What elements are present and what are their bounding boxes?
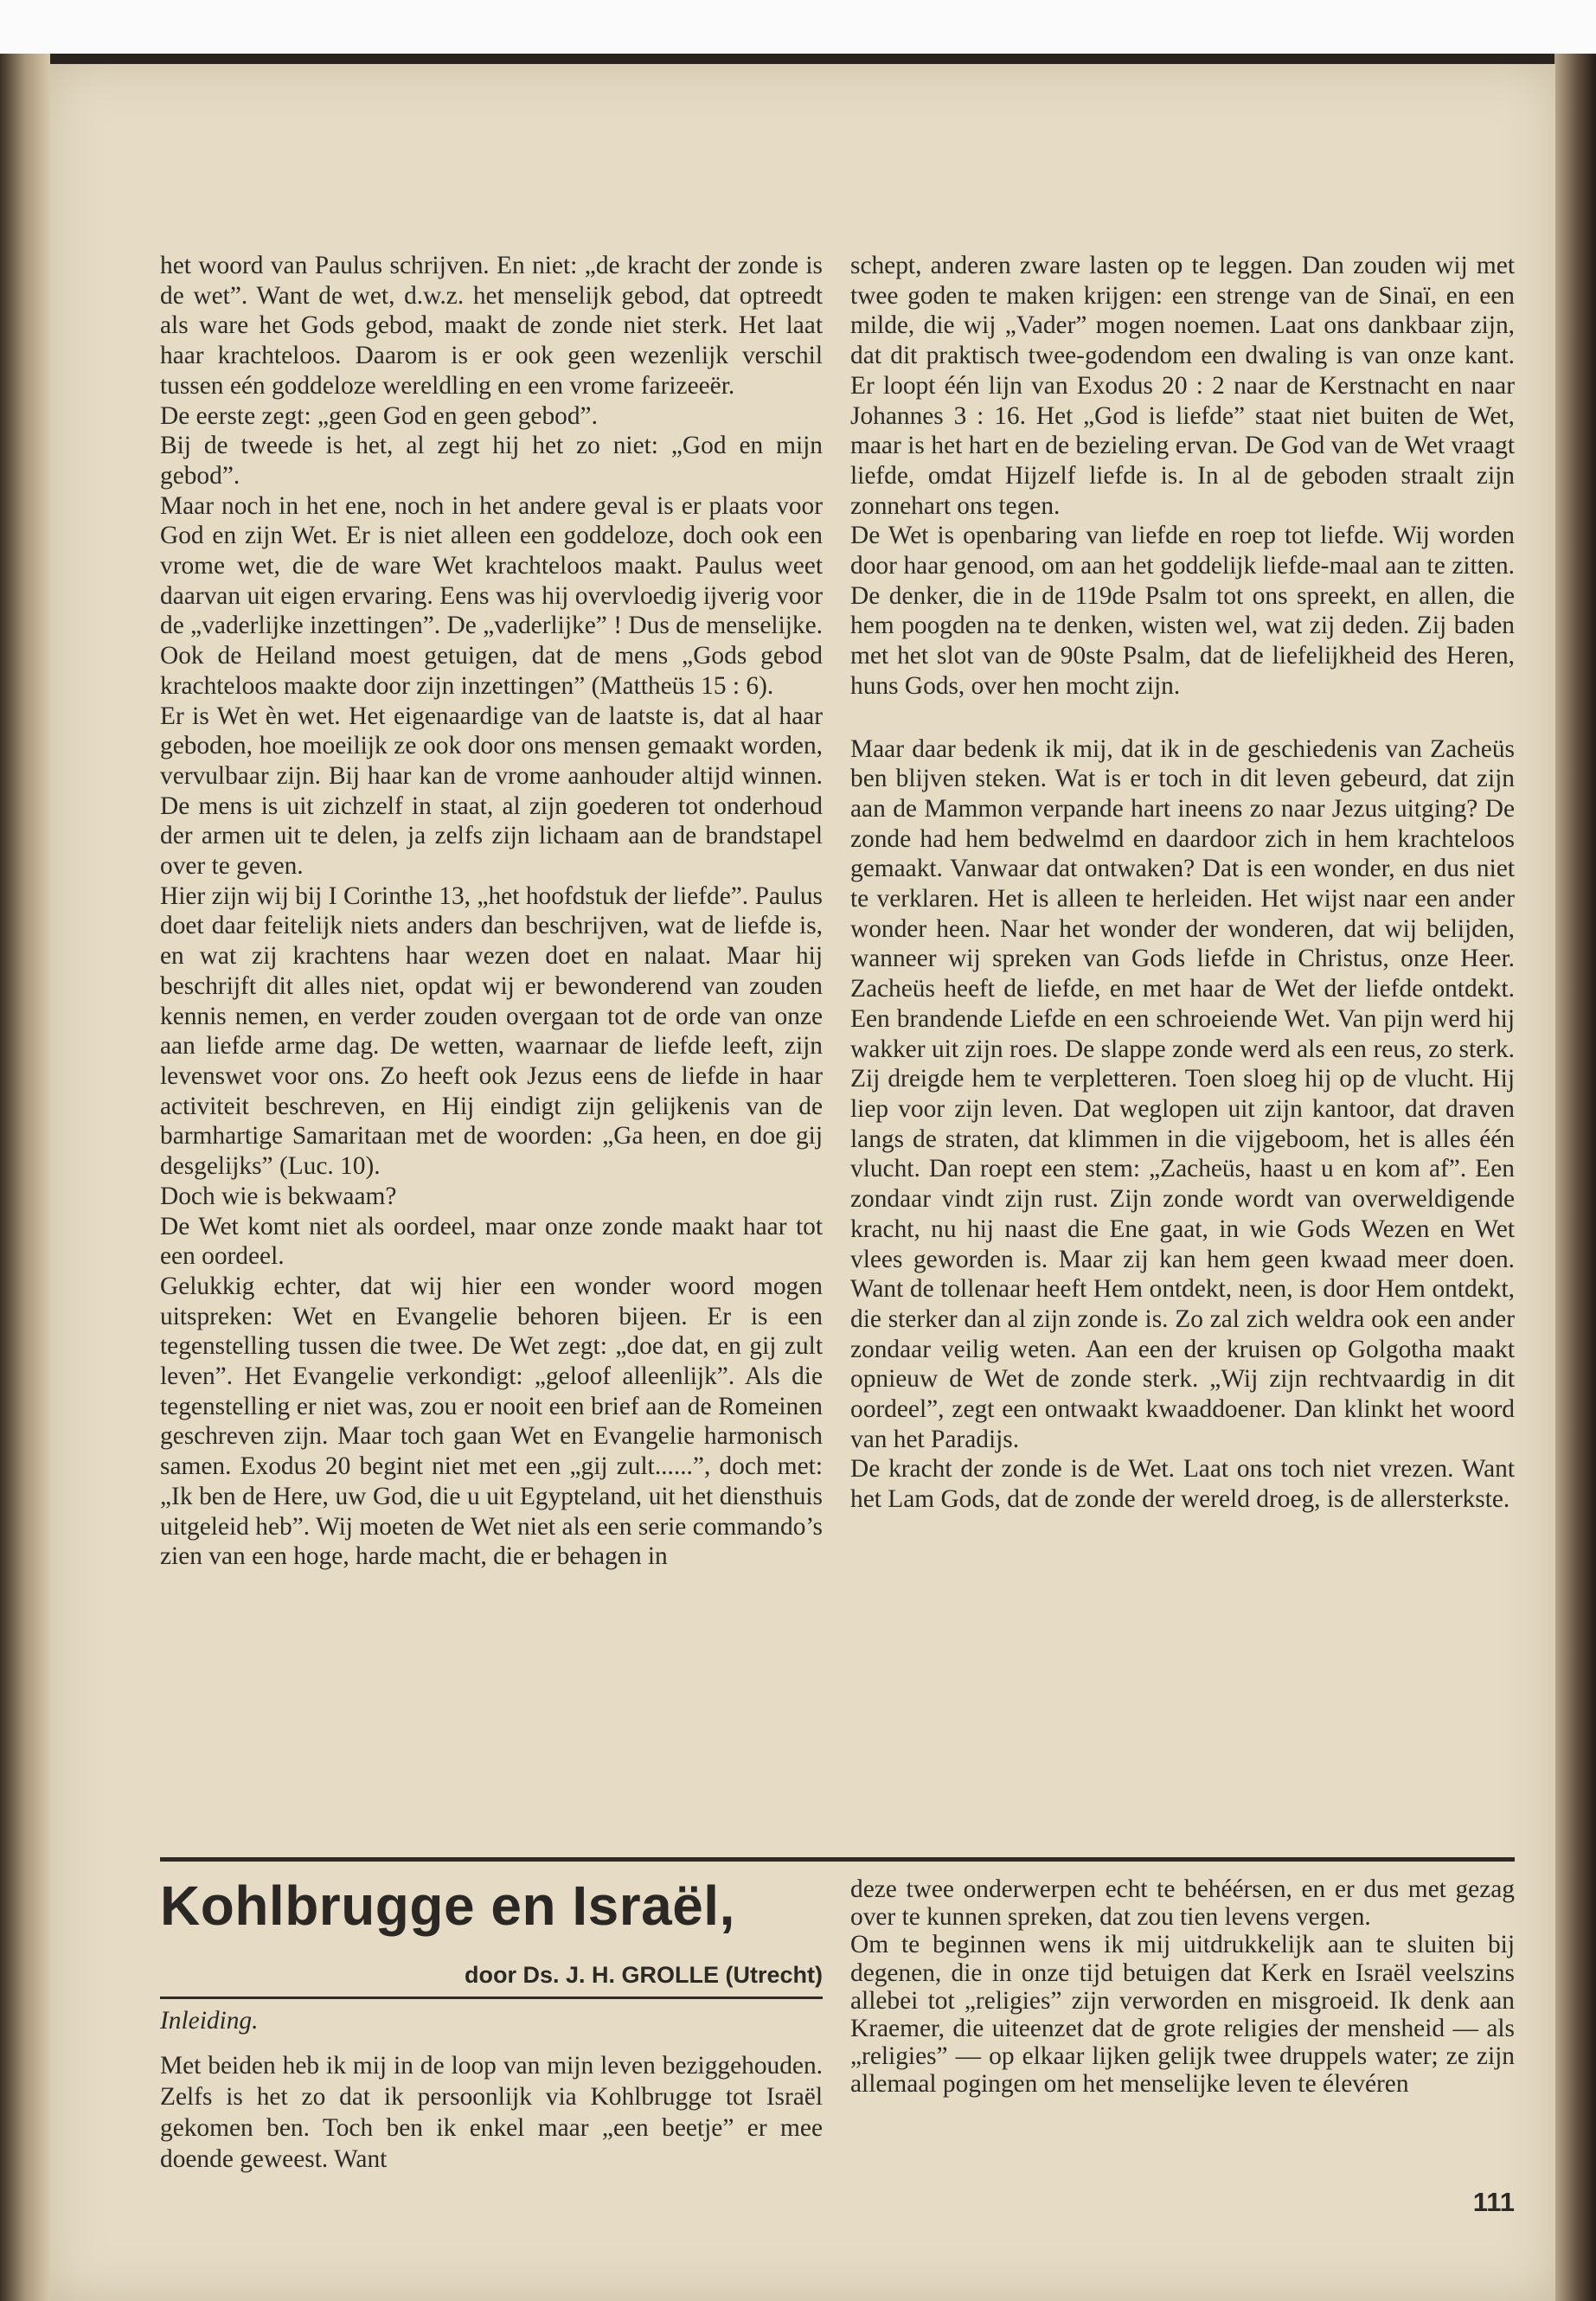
article-title: Kohlbrugge en Israël, — [160, 1875, 735, 1937]
paragraph: De kracht der zonde is de Wet. Laat ons toch niet vrezen. Want het Lam Gods, dat de zonde der wereld droeg, is de allersterkste. — [850, 1455, 1515, 1514]
paragraph: De Wet is openbaring van liefde en roep tot liefde. Wij worden door haar genood, om aan het goddelijk liefde-maal aan te zitten. De denker, die in de 119de Psalm tot ons spreekt, en allen, die hem poogden na te denken, wisten wel, wat zij deden. Zij baden met het slot van de 90ste Psalm, dat de liefelijkheid des Heren, huns Gods, over hen mocht zijn. — [850, 522, 1515, 700]
paragraph: Gelukkig echter, dat wij hier een wonder woord mogen uitspreken: Wet en Evangelie behoren bijeen. Er is een tegenstelling tussen die twee. De Wet zegt: „doe dat, en gij zult leven”. Het Evangelie verkondigt: „geloof alleenlijk”. Als die tegenstelling er niet was, zou er nooit een brief aan de Romeinen geschreven zijn. Maar toch gaan Wet en Evangelie harmonisch samen. Exodus 20 begint niet met een „gij zult......”, doch met: „Ik ben de Here, uw God, die u uit Egypteland, uit het diensthuis uitgeleid heb”. Wij moeten de Wet niet als een serie commando’s zien van een hoge, harde macht, die er behagen in — [160, 1272, 823, 1571]
paragraph: deze twee onderwerpen echt te behéérsen, en er dus met gezag over te kunnen spreken, dat zou tien levens vergen. — [850, 1875, 1515, 1932]
paragraph: Maar daar bedenk ik mij, dat ik in de geschiedenis van Zacheüs ben blijven steken. Wat is er toch in dit leven gebeurd, dat zijn aan de Mammon verpande hart ineens zo naar Jezus uitging? De zonde had hem bedwelmd en daardoor zich in hem krachteloos gemaakt. Vanwaar dat ontwaken? Dat is een wonder, en dus niet te verklaren. Het is alleen te herleiden. Het wijst naar een ander wonder heen. Naar het wonder der wonderen, dat wij belijden, wanneer wij spreken van Gods liefde in Christus, onze Heer. Zacheüs heeft de liefde, en met haar de Wet der liefde ontdekt. Een brandende Liefde en een schroeiende Wet. Van pijn werd hij wakker uit zijn roes. De slappe zonde werd als een reus, zo sterk. Zij dreigde hem te verpletteren. Toen sloeg hij op de vlucht. Hij liep voor zijn leven. Dat weglopen uit zijn kantoor, dat draven langs de straten, dat klimmen in die vijgeboom, het is alles één vlucht. Dan roept een stem: „Zacheüs, haast u en kom af”. Een zondaar vindt zijn rust. Zijn zonde wordt van overweldigende kracht, nu hij naast die Ene gaat, in wie Gods Wezen en Wet vlees geworden is. Maar zij kan hem geen kwaad meer doen. Want de tollenaar heeft Hem ontdekt, neen, is door Hem ontdekt, die sterker dan al zijn zonde is. Zo zal zich weldra ook een ander zondaar veilig weten. Aan een der kruisen op Golgotha maakt opnieuw de Wet de zonde sterk. „Wij zijn rechtvaardig in dit oordeel”, zegt een ontwaakt kwaaddoener. Dan klinkt het woord van het Paradijs. — [850, 734, 1515, 1453]
paragraph: het woord van Paulus schrijven. En niet: „de kracht der zonde is de wet”. Want de wet, d.w.z. het menselijk gebod, dat optreedt als ware het Gods gebod, maakt de zonde niet sterk. Het laat haar krachteloos. Daarom is er ook geen wezenlijk verschil tussen eén goddeloze wereldling en een vrome farizeeër. — [160, 252, 823, 400]
intro-paragraph: Met beiden heb ik mij in de loop van mijn leven beziggehouden. Zelfs is het zo dat ik persoonlijk via Kohlbrugge tot Israël gekomen ben. Toch ben ik enkel maar „een beetje” er mee doende geweest. Want — [160, 2052, 823, 2173]
paragraph: Er is Wet èn wet. Het eigenaardige van de laatste is, dat al haar geboden, hoe moeilijk ze ook door ons mensen gemaakt worden, vervulbaar zijn. Bij haar kan de vrome aanhouder altijd winnen. De mens is uit zichzelf in staat, al zijn goederen tot onderhoud der armen uit te delen, ja zelfs zijn lichaam aan de brandstapel over te geven. — [160, 702, 823, 881]
paragraph: De Wet komt niet als oordeel, maar onze zonde maakt haar tot een oordeel. — [160, 1212, 823, 1271]
section-heading: Inleiding. — [160, 2007, 259, 2035]
paragraph: Doch wie is bekwaam? — [160, 1182, 397, 1210]
article-right-column — [850, 1875, 1515, 2099]
binding-edge-right — [1554, 54, 1596, 2301]
section-gap — [850, 702, 1515, 734]
paragraph: schept, anderen zware lasten op te leggen. Dan zouden wij met twee goden te maken krijgen: een strenge van de Sinaï, en een milde, die wij „Vader” mogen noemen. Laat ons dankbaar zijn, dat dit praktisch twee-godendom een dwaling is van onze kant. Er loopt één lijn van Exodus 20 : 2 naar de Kerstnacht en naar Johannes 3 : 16. Het „God is liefde” staat niet buiten de Wet, maar is het hart en de bezieling ervan. De God van de Wet vraagt liefde, omdat Hijzelf liefde is. In al de geboden straalt zijn zonnehart ons tegen. — [850, 252, 1515, 520]
page-number: 111 — [1472, 2187, 1515, 2217]
paragraph: Maar noch in het ene, noch in het andere geval is er plaats voor God en zijn Wet. Er is niet alleen een goddeloze, doch ook een vrome wet, die de ware Wet krachteloos maakt. Paulus weet daarvan uit eigen ervaring. Eens was hij overvloedig ijverig voor de „vaderlijke inzettingen”. De „vaderlijke” ! Dus de menselijke. Ook de Heiland moest getuigen, dat de mens „Gods gebod krachteloos maakte door zijn inzettingen” (Mattheüs 15 : 6). — [160, 491, 823, 700]
byline-divider — [160, 1997, 823, 1999]
paragraph: Hier zijn wij bij I Corinthe 13, „het hoofdstuk der liefde”. Paulus doet daar feitelijk niets anders dan beschrijven, wat de liefde is, en wat zij krachtens haar wezen doet en nalaat. Maar hij beschrijft dit alles niet, opdat wij er bewonderend van zouden kennis nemen, en verder zouden overgaan tot de orde van onze aan liefde arme dag. De wetten, waarnaar de liefde leeft, zijn levenswet voor ons. Zo heeft ook Jezus eens de liefde in haar activiteit beschreven, en Hij eindigt zijn gelijkenis van de barmhartige Samaritaan met de woorden: „Ga heen, en doe gij desgelijks” (Luc. 10). — [160, 881, 823, 1181]
paragraph: Om te beginnen wens ik mij uitdrukkelijk aan te sluiten bij degenen, die in onze tijd betuigen dat Kerk en Israël veelszins allebei tot „religies” zijn verworden en misgroeid. Ik denk aan Kraemer, die uiteenzet dat de grote religies der mensheid — als „religies” — op elkaar lijken gelijk twee druppels water; ze zijn allemaal pogingen om het menselijke leven te élevéren — [850, 1931, 1515, 2099]
right-column — [850, 251, 1515, 1515]
paragraph: Bij de tweede is het, al zegt hij het zo niet: „God en mijn gebod”. — [160, 432, 823, 490]
page — [50, 64, 1555, 2301]
article-divider — [160, 1857, 1515, 1862]
paragraph: De eerste zegt: „geen God en geen gebod”. — [160, 401, 598, 430]
article-byline: door Ds. J. H. GROLLE (Utrecht) — [464, 1962, 823, 1988]
binding-edge-left — [0, 54, 50, 2301]
left-column — [160, 251, 823, 1572]
